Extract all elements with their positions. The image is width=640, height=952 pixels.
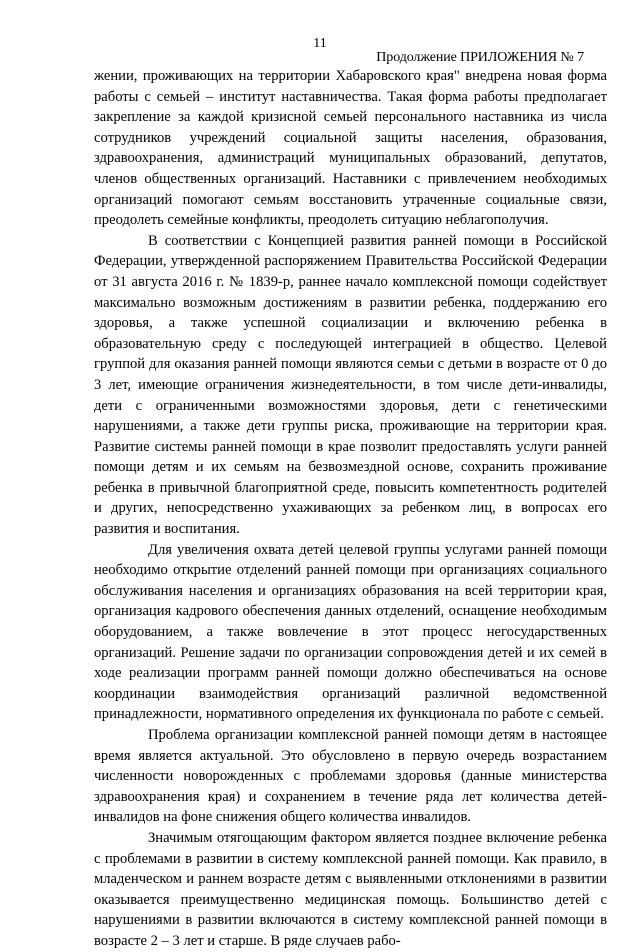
paragraph-coverage-expansion: Для увеличения охвата детей целевой группы услугами ранней помощи необходимо открытие отделений ранней помощи при организациях социального обслуживания населения и организациях образования на всей территории края, организация кадрового обеспечения данных отделений, оснащение необходимым оборудованием, а также вовлечение в этот процесс негосударственных организаций. Решение задачи по организации сопровождения детей и их семей в ходе реализации программ ранней помощи должно обеспечиваться на основе координации взаимодействия организаций различной ведомственной принадлежности, нормативного определения их функционала по работе с семьей. xyxy=(94,541,607,723)
paragraph-early-help-concept: В соответствии с Концепцией развития ранней помощи в Российской Федерации, утвержденной распоряжением Правительства Российской Федерации от 31 августа 2016 г. № 1839-р, раннее начало комплексной помощи содействует максимально возможным достижениям в развитии ребенка, поддержанию его здоровья, а также успешной социализации и включению ребенка в образовательную среду с последующей интеграцией в общество. Целевой группой для оказания ранней помощи являются семьи с детьми в возрасте от 0 до 3 лет, имеющие ограничения жизнедеятельности, в том числе дети-инвалиды, дети с ограниченными возможностями здоровья, дети с генетическими нарушениями, а также дети группы риска, проживающие на территории края. Развитие системы ранней помощи в крае позволит предоставлять услуги ранней помощи детям и их семьям на безвозмездной основе, сохранить проживание ребенка в привычной благоприятной среде, повысить компетентность родителей и других, непосредственно ухаживающих за ребенком лиц, в вопросах его развития и воспитания. xyxy=(94,232,607,538)
document-body xyxy=(94,66,607,952)
paragraph-continuation: жении, проживающих на территории Хабаровского края" внедрена новая форма работы с семьей – институт наставничества. Такая форма работы предполагает закрепление за каждой кризисной семьей персонального наставника из числа сотрудников учреждений социальной защиты населения, образования, здравоохранения, администраций муниципальных образований, депутатов, членов общественных организаций. Наставники с привлечением необходимых организаций помогают семьям восстановить утраченные социальные связи, преодолеть семейные конфликты, преодолеть ситуацию неблагополучия. xyxy=(94,68,607,229)
page-number: 11 xyxy=(313,36,327,51)
running-header: Продолжение ПРИЛОЖЕНИЯ № 7 xyxy=(376,50,584,65)
paragraph-aggravating-factor: Значимым отягощающим фактором является позднее включение ребенка с проблемами в развитии в систему комплексной ранней помощи. Как правило, в младенческом и раннем возрасте детям с выявленными отклонениями в развитии оказывается преимущественно медицинская помощь. Большинство детей с нарушениями в развитии включаются в систему комплексной ранней помощи в возрасте 2 – 3 лет и старше. В ряде случаев рабо- xyxy=(94,829,607,949)
paragraph-problem-statement: Проблема организации комплексной ранней помощи детям в настоящее время является актуальной. Это обусловлено в первую очередь возрастанием численности новорожденных с проблемами здоровья (данные министерства здравоохранения края) и сохранением в течение ряда лет количества детей-инвалидов на фоне снижения общего количества инвалидов. xyxy=(94,727,607,826)
